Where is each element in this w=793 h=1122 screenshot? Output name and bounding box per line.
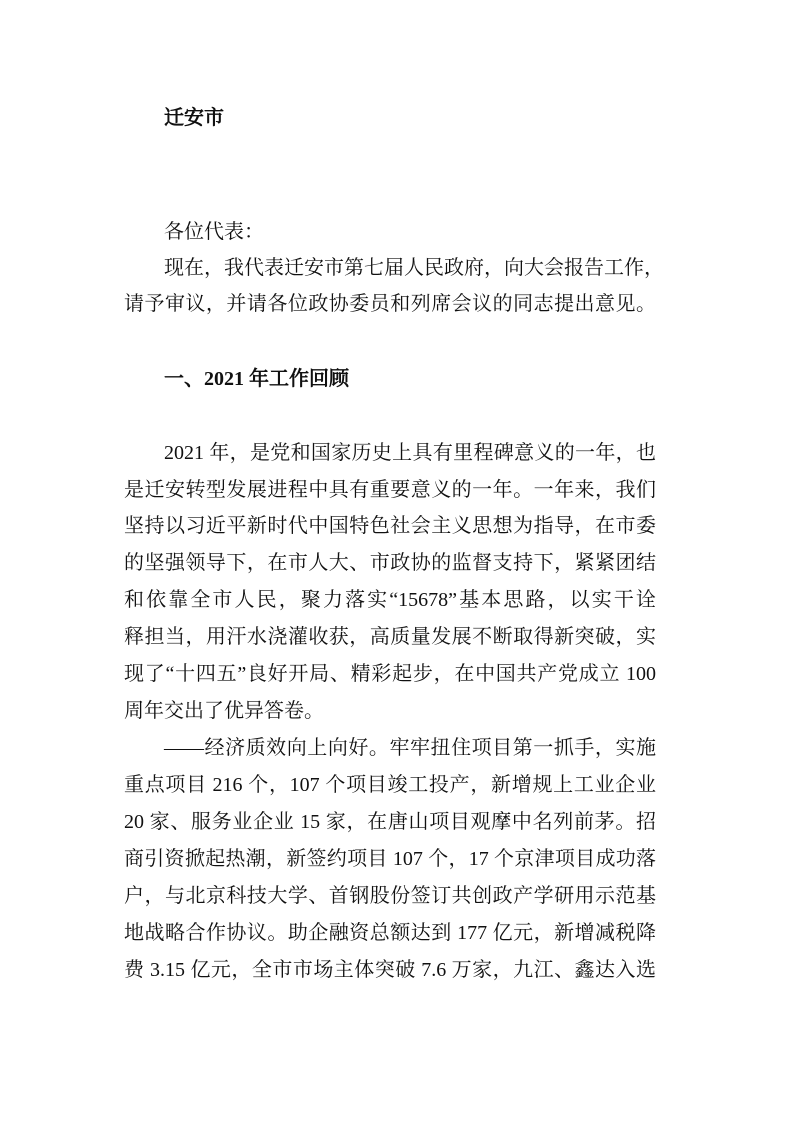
section-heading: 一、2021 年工作回顾 bbox=[164, 368, 349, 390]
paragraph-line: 费 3.15 亿元，全市市场主体突破 7.6 万家，九江、鑫达入选 bbox=[124, 959, 656, 981]
intro-line: 现在，我代表迁安市第七届人民政府，向大会报告工作， bbox=[164, 257, 664, 279]
paragraph-line: 20 家、服务业企业 15 家，在唐山项目观摩中名列前茅。招 bbox=[124, 811, 656, 833]
paragraph-line: ——经济质效向上向好。牢牢扭住项目第一抓手，实施 bbox=[164, 737, 656, 759]
paragraph-line: 地战略合作协议。助企融资总额达到 177 亿元，新增减税降 bbox=[124, 922, 656, 944]
paragraph-line: 2021 年，是党和国家历史上具有里程碑意义的一年，也 bbox=[164, 442, 656, 464]
paragraph-line: 的坚强领导下，在市人大、市政协的监督支持下，紧紧团结 bbox=[124, 552, 656, 574]
paragraph-line: 商引资掀起热潮，新签约项目 107 个，17 个京津项目成功落 bbox=[124, 848, 656, 870]
paragraph-line: 是迁安转型发展进程中具有重要意义的一年。一年来，我们 bbox=[124, 479, 656, 501]
paragraph-line: 和依靠全市人民，聚力落实“15678”基本思路，以实干诠 bbox=[124, 589, 656, 611]
document-title: 迁安市 bbox=[164, 107, 224, 129]
paragraph-line: 坚持以习近平新时代中国特色社会主义思想为指导，在市委 bbox=[124, 515, 656, 537]
intro-line: 请予审议，并请各位政协委员和列席会议的同志提出意见。 bbox=[124, 293, 656, 315]
paragraph-line: 周年交出了优异答卷。 bbox=[124, 700, 324, 722]
salutation: 各位代表： bbox=[164, 221, 264, 243]
paragraph-line: 释担当，用汗水浇灌收获，高质量发展不断取得新突破，实 bbox=[124, 626, 656, 648]
paragraph-line: 现了“十四五”良好开局、精彩起步，在中国共产党成立 100 bbox=[124, 663, 656, 685]
paragraph-line: 户，与北京科技大学、首钢股份签订共创政产学研用示范基 bbox=[124, 885, 656, 907]
paragraph-line: 重点项目 216 个，107 个项目竣工投产，新增规上工业企业 bbox=[124, 774, 656, 796]
